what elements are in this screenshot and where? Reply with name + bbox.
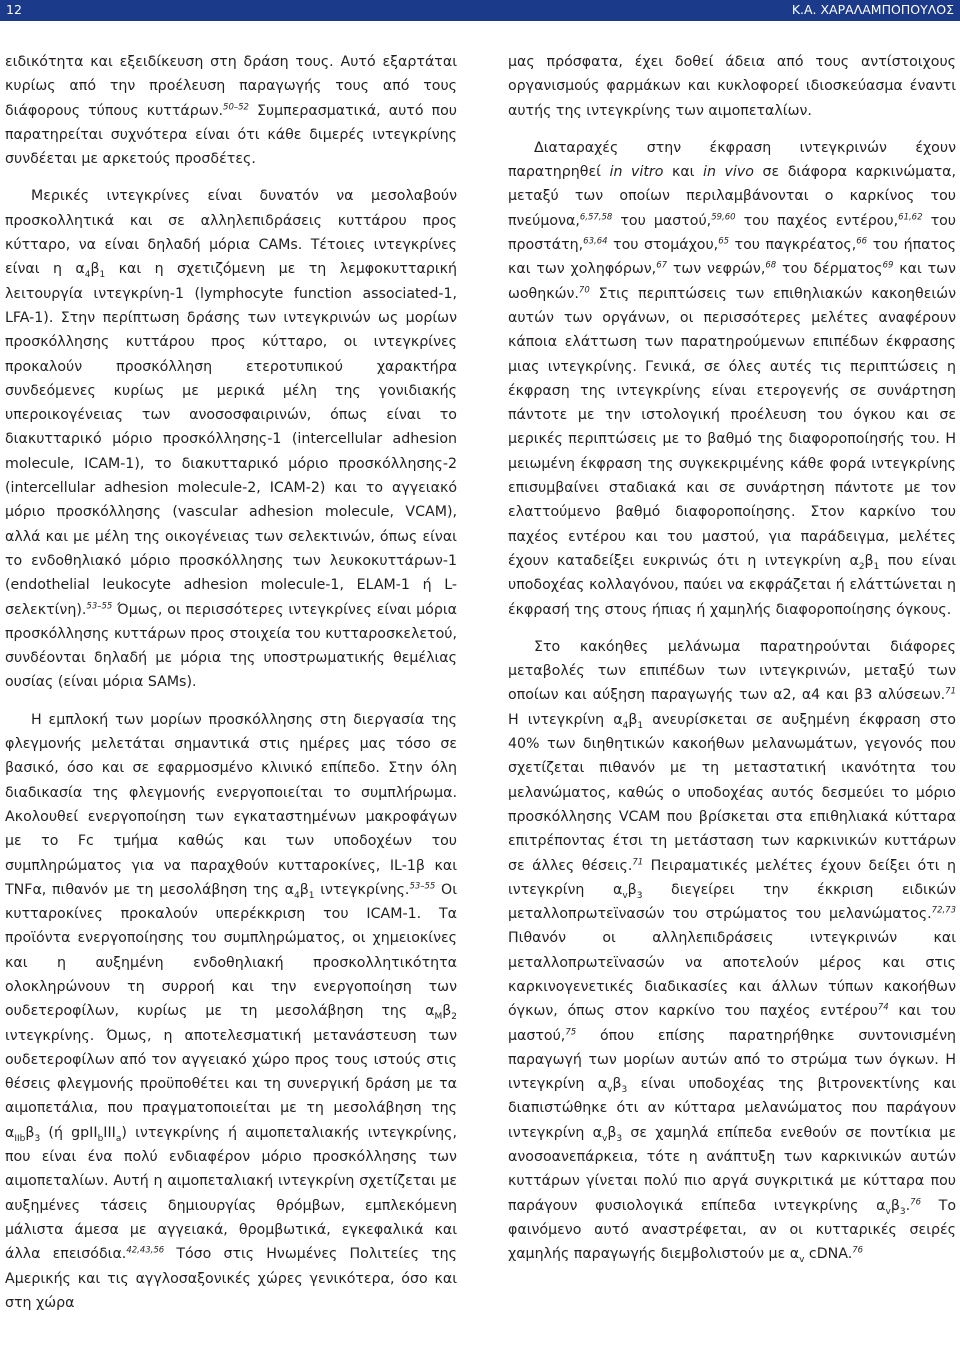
paragraph: Μερικές ιντεγκρίνες είναι δυνατόν να μεσολαβούν προσκολλητικά και σε αλληλεπιδράσεις κυττάρου προς κύτταρο, να είναι δηλαδή μόρια CAMs. Τέτοιες ιντεγκρίνες είναι η $\alpha_4\beta_1$ και η σχετιζόμενη με τη λεμφοκυτταρική λειτουργία ιντεγκρίνη-1 (lymphocyte function associated-1, LFA-1). Στην περίπτωση δράσης των ιντεγκρινών ως μορίων προσκόλλησης κυττάρου προς κύτταρο, οι ιντεγκρίνες προκαλούν προσκόλληση ετεροτυπικού χαρακτήρα συνδεόμενες κυρίως με μερικά μέλη της γονιδιακής υπεροικογένειας των ανοσοσφαιρινών, όπως είναι το διακυτταρικό μόριο προσκόλλησης-1 (intercellular adhesion molecule, ICAM-1), το διακυτταρικό μόριο προσκόλλησης-2 (intercellular adhesion molecule-2, ICAM-2) και το αγγειακό μόριο προσκόλλησης (vascular adhesion molecule, VCAM), αλλά και με μέλη της οικογένειας των σελεκτινών, όπως είναι το ενδοθηλιακό μόριο προσκόλλησης των λευκοκυττάρων-1 (endothelial leukocyte adhesion molecule-1, ELAM-1 ή L-σελεκτίνη).$^{53-55}$ Όμως, οι περισσότερες ιντεγκρίνες είναι μόρια προσκόλλησης κυττάρων προς στοιχεία του κυτταροσκελετού, συνδέονται δηλαδή με μόρια της υποστρωματικής θεμέλιας ουσίας (είναι μόρια SAMs). [5, 188, 457, 691]
left-column [5, 50, 457, 1358]
paragraph: Διαταραχές στην έκφραση ιντεγκρινών έχουν παρατηρηθεί in vitro και in vivo σε διάφορα καρκινώματα, μεταξύ των οποίων περιλαμβάνονται ο καρκίνος του πνεύμονα,$^{6,57,58}$ του μαστού,$^{59,60}$ του παχέος εντέρου,$^{61,62}$ του προστάτη,$^{63,64}$ του στομάχου,$^{65}$ του παγκρέατος,$^{66}$ του ήπατος και των χοληφόρων,$^{67}$ των νεφρών,$^{68}$ του δέρματος$^{69}$ και των ωοθηκών.$^{70}$ Στις περιπτώσεις των επιθηλιακών κακοηθειών αυτών των οργάνων, οι περισσότερες μελέτες αναφέρουν κάποια ελάττωση των παρατηρούμενων επιπέδων έκφρασης μιας ιντεγκρίνης. Γενικά, σε όλες αυτές τις περιπτώσεις η έκφραση της ιντεγκρίνης είναι ετερογενής σε συνάρτηση πάντοτε με την ιστολογική προέλευση του όγκου και σε μερικές περιπτώσεις με το βαθμό της διαφοροποίησής του. Η μειωμένη έκφραση της συγκεκριμένης κάθε φορά ιντεγκρίνης επισυμβαίνει σταδιακά και σε συνάρτηση πάντοτε με τον ελαττούμενο βαθμό διαφοροποίησης. Στον καρκίνο του παχέος εντέρου και του μαστού, για παράδειγμα, μελέτες έχουν καταδείξει ευκρινώς ότι η ιντεγκρίνη $\alpha_2\beta_1$ που είναι υποδοχέας κολλαγόνου, παύει να εκφράζεται ή ελάττώνεται η έκφρασή της στους ήπιας ή χαμηλής διαφοροποίησης όγκους. [508, 139, 956, 618]
paragraph: Στο κακόηθες μελάνωμα παρατηρούνται διάφορες μεταβολές των επιπέδων των ιντεγκρινών, μεταξύ των οποίων και αύξηση παραγωγής των α2, α4 και β3 αλύσεων.$^{71}$ Η ιντεγκρίνη $\alpha_4\beta_1$ ανευρίσκεται σε αυξημένη έκφραση στο 40% των διηθητικών κακοήθων μελανωμάτων, γεγονός που σχετίζεται πιθανόν με τη μεταστατική ικανότητα του μελανώματος, καθώς ο υποδοχέας αυτός δεσμεύει το μόριο προσκόλλησης VCAM που βρίσκεται στα επιθηλιακά κύτταρα επιτρέποντας έτσι τη μετάσταση των καρκινικών κυττάρων σε άλλες θέσεις.$^{71}$ Πειραματικές μελέτες έχουν δείξει ότι η ιντεγκρίνη $\alpha_v\beta_3$ διεγείρει την έκκριση ειδικών μεταλλοπρωτεϊνασών του στρώματος του μελανώματος.$^{72,73}$ Πιθανόν οι αλληλεπιδράσεις ιντεγκρινών και μεταλλοπρωτεϊνασών να αποτελούν μέρος και στις καρκινογενετικές διαδικασίες και άλλων τύπων κακοήθων όγκων, όπως στον καρκίνο του παχέος εντέρου$^{74}$ και του μαστού,$^{75}$ όπου επίσης παρατηρήθηκε συντονισμένη παραγωγή των μορίων αυτών από το στρώμα των όγκων. Η ιντεγκρίνη $\alpha_v\beta_3$ είναι υποδοχέας της βιτρονεκτίνης και διαπιστώθηκε ότι αν κύτταρα μελανώματος που παράγουν ιντεγκρίνη $\alpha_v\beta_3$ σε χαμηλά επίπεδα ενεθούν σε ποντίκια με ανοσοανεπάρκεια, τότε η ανάπτυξη των καρκινικών αυτών κυττάρων γίνεται πολύ πιο αργά συγκριτικά με κύτταρα που παράγουν φυσιολογικά επίπεδα ιντεγκρίνης $\alpha_v\beta_3.^{76}$ Το φαινόμενο αυτό αναστρέφεται, αν οι κυτταρικές σειρές χαμηλής παραγωγής διεμβολιστούν με $\alpha_v$ cDNA.$^{76}$ [508, 638, 956, 1266]
right-column [508, 50, 956, 1358]
paragraph: Η εμπλοκή των μορίων προσκόλλησης στη διεργασία της φλεγμονής μελετάται σημαντικά στις ημέρες μας τόσο σε βασικό, όσο και σε εφαρμοσμένο κλινικό επίπεδο. Στην όλη διαδικασία της φλεγμονής ενεργοποιείται το συμπλήρωμα. Ακολουθεί ενεργοποίηση των εγκαταστημένων μακροφάγων με το Fc τμήμα καθώς και των υποδοχέων του συμπληρώματος για να παραχθούν κυτταροκίνες, IL-1β και TNFα, πιθανόν με τη μεσολάβηση της $\alpha_4\beta_1$ ιντεγκρίνης.$^{53-55}$ Οι κυτταροκίνες προκαλούν υπερέκκριση του ICAM-1. Τα προϊόντα ενεργοποίησης του συμπληρώματος, οι χημειοκίνες και η αυξημένη ενδοθηλιακή προσκολλητικότητα ολοκληρώνουν τη συρροή και την ενεργοποίηση των ουδετεροφίλων, κυρίως με τη μεσολάβηση της $\alpha_M\beta_2$ ιντεγκρίνης. Όμως, η αποτελεσματική μετανάστευση των ουδετεροφίλων από τον αγγειακό χώρο προς τους ιστούς στις θέσεις φλεγμονής προϋποθέτει και τη συνεργική δράση με τα αιμοπετάλια, που πραγματοποιείται με τη μεσολάβηση της $\alpha_{IIb}\beta_3$ (ή $gpII_bIII_a$) ιντεγκρίνης ή αιμοπεταλιακής ιντεγκρίνης, που είναι ένα πολύ ενδιαφέρον μόριο προσκόλλησης των αιμοπεταλίων. Αυτή η αιμοπεταλιακή ιντεγκρίνη σχετίζεται με αυξημένες τάσεις δημιουργίας θρόμβων, εμπλεκόμενη μάλιστα άμεσα με αγγειακά, θρομβωτικά, εγκεφαλικά και άλλα επεισόδια.$^{42,43,56}$ Τόσο στις Ηνωμένες Πολιτείες της Αμερικής και τις αγγλοσαξονικές χώρες γενικότερα, όσο και στη χώρα [5, 711, 457, 1311]
paragraph: μας πρόσφατα, έχει δοθεί άδεια από τους αντίστοιχους οργανισμούς φαρμάκων και κυκλοφορεί ιδιοσκεύασμα έναντι αυτής της ιντεγκρίνης των αιμοπεταλίων. [508, 54, 956, 119]
page-header [0, 0, 960, 21]
running-author: Κ.Α. ΧΑΡΑΛΑΜΠΟΠΟΥΛΟΣ [791, 2, 954, 17]
paragraph: ειδικότητα και εξειδίκευση στη δράση τους. Αυτό εξαρτάται κυρίως από την προέλευση παραγωγής τους από τους διάφορους τύπους κυττάρων.$^{50-52}$ Συμπερασματικά, αυτό που παρατηρείται συχνότερα είναι ότι κάθε διμερές ιντεγκρίνης συνδέεται με αρκετούς προσδέτες. [5, 54, 457, 168]
page-number: 12 [6, 2, 22, 17]
